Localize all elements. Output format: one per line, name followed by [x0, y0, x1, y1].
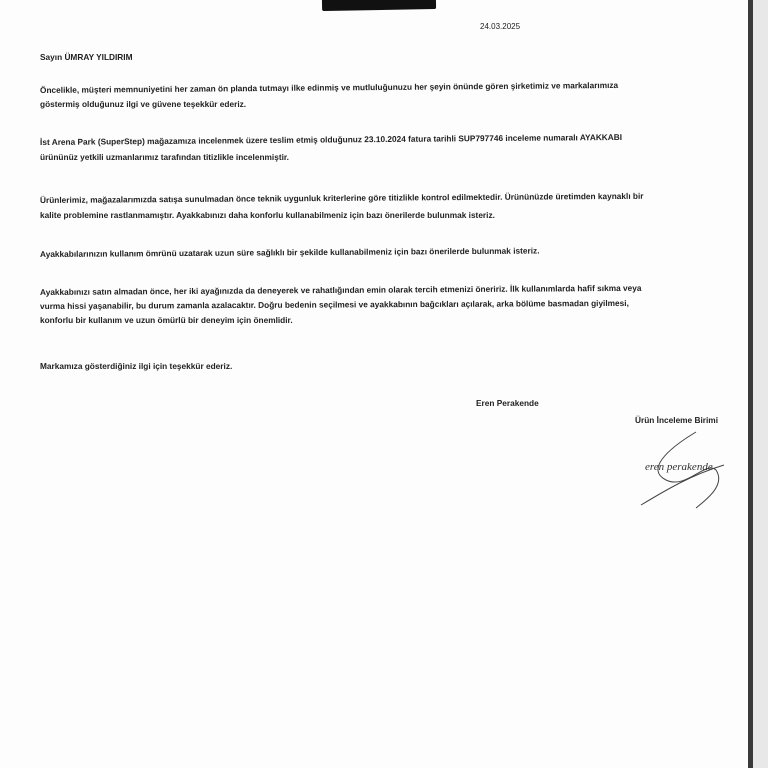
company-name: Eren Perakende	[476, 398, 539, 408]
paragraph-line: vurma hissi yaşanabilir, bu durum zamanla azalacaktır. Doğru bedenin seçilmesi ve ayakkabının bağcıkları açılarak, arka bölüme basmadan giyilmesi,	[39, 297, 629, 311]
letter-date: 24.03.2025	[480, 22, 521, 31]
paragraph-line: Ürünlerimiz, mağazalarımızda satışa sunulmadan önce teknik uygunluk kriterlerine göre titizlikle kontrol edilmektedir. Ürününüzde üretimden kaynaklı bir	[39, 190, 644, 205]
paragraph-line: göstermiş olduğunuz ilgi ve güvene teşekkür ederiz.	[40, 99, 247, 109]
closing-line: Markamıza gösterdiğiniz ilgi için teşekkür ederiz.	[40, 361, 233, 371]
paragraph-line: Öncelikle, müşteri memnuniyetini her zaman ön planda tutmayı ilke edinmiş ve mutluluğunuzu her şeyin önünde gören şirketimiz ve markalarımıza	[39, 79, 619, 95]
paragraph-line: İst Arena Park (SuperStep) mağazamıza incelenmek üzere teslim etmiş olduğunuz 23.10.2024 fatura tarihli SUP797746 inceleme numaralı AYAKKABI	[39, 131, 623, 147]
paragraph-line: kalite problemine rastlanmamıştır. Ayakkabınızı daha konforlu kullanabilmeniz için bazı önerilerde bulunmak isteriz.	[40, 210, 495, 220]
department-name: Ürün İnceleme Birimi	[635, 415, 718, 425]
paragraph-line: konforlu bir kullanım ve uzun ömürlü bir deneyim için önemlidir.	[40, 315, 293, 325]
paragraph-line: Ayakkabılarınızın kullanım ömrünü uzatarak uzun süre sağlıklı bir şekilde kullanabilmeniz için bazı önerilerde bulunmak isteriz.	[39, 245, 540, 259]
paragraph-line: ürününüz yetkili uzmanlarımız tarafından titizlikle incelenmiştir.	[40, 152, 289, 162]
company-stamp: eren perakende	[645, 461, 713, 473]
salutation: Sayın ÜMRAY YILDIRIM	[40, 52, 133, 62]
background	[753, 0, 768, 768]
paragraph-line: Ayakkabınızı satın almadan önce, her iki ayağınızda da deneyerek ve rahatlığından emin olarak tercih etmenizi öneririz. İlk kullanımlarda hafif sıkma veya	[39, 282, 642, 297]
